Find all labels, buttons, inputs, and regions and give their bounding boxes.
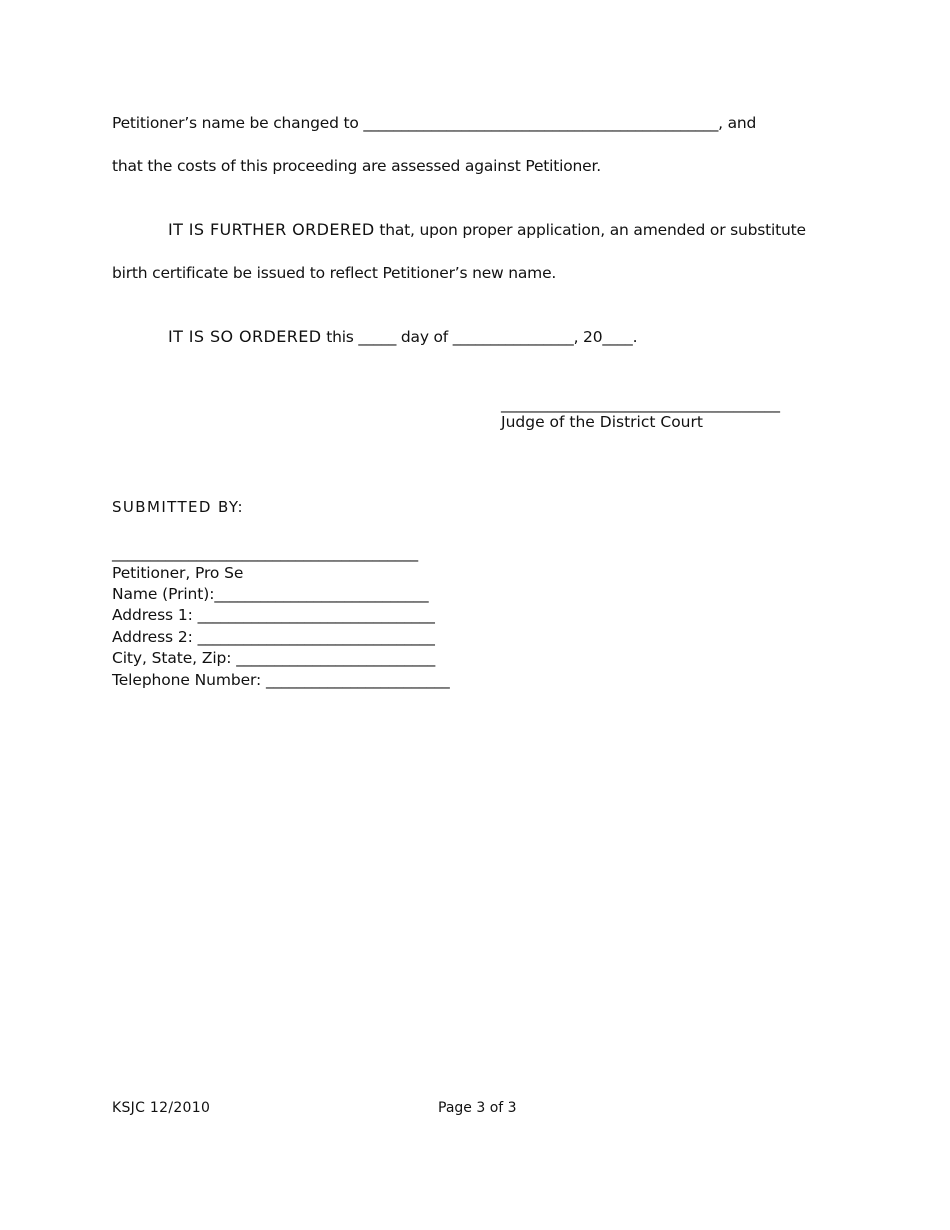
form-id: KSJC 12/2010 <box>112 1100 211 1116</box>
city-state-zip-field: City, State, Zip: __________________________ <box>112 649 436 667</box>
page-number: Page 3 of 3 <box>438 1100 517 1116</box>
further-ordered-paragraph <box>168 220 806 240</box>
costs-line: that the costs of this proceeding are assessed against Petitioner. <box>112 157 601 175</box>
judge-title: Judge of the District Court <box>501 413 703 431</box>
so-ordered-paragraph <box>168 327 637 347</box>
address-2-field: Address 2: _______________________________ <box>112 628 435 646</box>
telephone-field: Telephone Number: ________________________ <box>112 671 450 689</box>
so-ordered-date-text: this _____ day of ________________, 20____. <box>321 328 638 346</box>
so-ordered-heading: IT IS SO ORDERED <box>168 327 322 346</box>
name-change-line: Petitioner’s name be changed to _______________________________________________, and <box>112 114 757 132</box>
petitioner-role: Petitioner, Pro Se <box>112 564 244 582</box>
petitioner-signature-line: ________________________________________ <box>112 544 419 562</box>
judge-signature-line: ____________________________________ <box>501 395 780 413</box>
further-ordered-heading: IT IS FURTHER ORDERED <box>168 220 375 239</box>
address-1-field: Address 1: _______________________________ <box>112 606 435 624</box>
further-ordered-text: that, upon proper application, an amended or substitute <box>374 221 806 239</box>
name-print-field: Name (Print):____________________________ <box>112 585 429 603</box>
submitted-by-heading: SUBMITTED BY: <box>112 498 244 516</box>
birth-certificate-line: birth certificate be issued to reflect Petitioner’s new name. <box>112 264 557 282</box>
